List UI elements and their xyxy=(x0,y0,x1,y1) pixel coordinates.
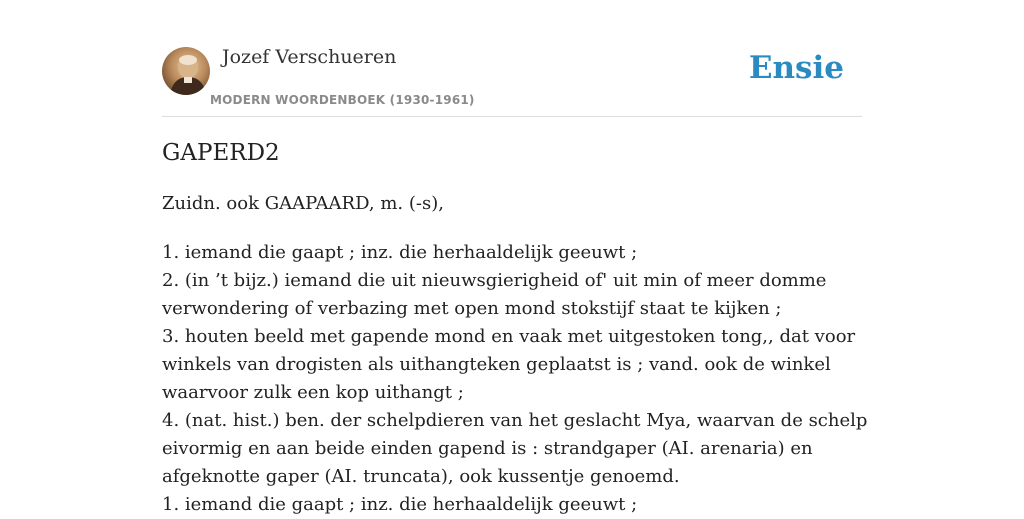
author-name[interactable]: Jozef Verschueren xyxy=(222,46,397,68)
definition-line: 4. (nat. hist.) ben. der schelpdieren van het geslacht Mya, waarvan de schelp xyxy=(162,410,868,431)
definition-line: 1. iemand die gaapt ; inz. die herhaaldelijk geeuwt ; xyxy=(162,494,638,515)
ensie-logo[interactable]: Ensie xyxy=(748,50,844,86)
definition-line: verwondering of verbazing met open mond stokstijf staat te kijken ; xyxy=(162,298,782,319)
entry-title: GAPERD2 xyxy=(162,140,280,166)
header xyxy=(162,0,862,117)
definition-line: 1. iemand die gaapt ; inz. die herhaaldelijk geeuwt ; xyxy=(162,242,638,263)
definition-line: eivormig en aan beide einden gapend is : strandgaper (AI. arenaria) en xyxy=(162,438,813,459)
portrait-icon xyxy=(162,47,210,95)
definition-list xyxy=(162,239,868,519)
entry-subtitle: Zuidn. ook GAAPAARD, m. (-s), xyxy=(162,193,444,214)
definition-line: winkels van drogisten als uithangteken geplaatst is ; vand. ook de winkel xyxy=(162,354,831,375)
definition-line: 2. (in ’t bijz.) iemand die uit nieuwsgierigheid of' uit min of meer domme xyxy=(162,270,827,291)
definition-line: 3. houten beeld met gapende mond en vaak met uitgestoken tong,, dat voor xyxy=(162,326,856,347)
definition-line: afgeknotte gaper (AI. truncata), ook kussentje genoemd. xyxy=(162,466,680,487)
author-avatar[interactable] xyxy=(162,47,210,95)
definition-line: waarvoor zulk een kop uithangt ; xyxy=(162,382,464,403)
page xyxy=(162,0,868,515)
source-label[interactable]: MODERN WOORDENBOEK (1930-1961) xyxy=(210,93,475,107)
